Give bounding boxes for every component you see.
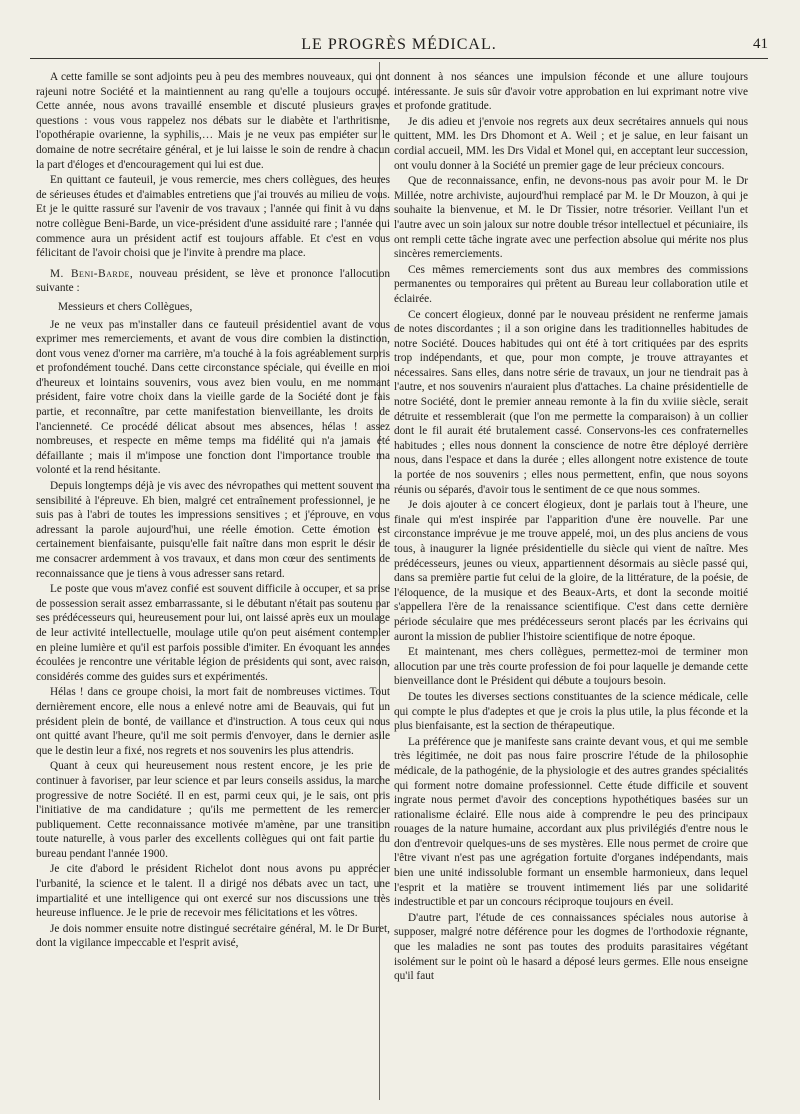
left-column	[36, 70, 390, 952]
speaker-intro: nouveau président, se lève et prononce l'allocution suivante :	[36, 267, 390, 295]
paragraph: Ces mêmes remerciements sont dus aux membres des commissions permanentes ou temporaires qui prêtent au Bureau leur collaboration utile et éclairée.	[394, 263, 748, 305]
paragraph: En quittant ce fauteuil, je vous remercie, mes chers collègues, des heures de sérieuses études et d'aimables entretiens que j'ai trouvés au milieu de vous. Et je le quitte rassuré sur l'avenir de vos travaux ; l'année qui finit à vu dans notre collègue Beni-Barde, un vice-président d'une assiduité rare ; l'année qui commence aura un président actif est toujours affable. Et c'est en vous félicitant de l'avoir choisi que je l'invite à prendre ma place.	[36, 174, 390, 260]
paragraph: Depuis longtemps déjà je vis avec des névropathes qui mettent souvent ma sensibilité à l'épreuve. Eh bien, malgré cet entraînement professionnel, je ne suis pas à l'abri de toutes les impressions sensitives ; et j'éprouve, en vous adressant la parole aujourd'hui, une réelle émotion. Cette émotion est certainement bienfaisante, puisqu'elle fait naître dans mon esprit le désir de me consacrer ardemment à vos travaux, et dans mon cœur des sentiments de reconnaissance que je tiens à vous adresser sans retard.	[36, 480, 390, 580]
right-column	[394, 70, 748, 985]
paragraph: Hélas ! dans ce groupe choisi, la mort fait de nombreuses victimes. Tout dernièrement encore, elle nous a enlevé notre ami de Beauvais, qui fut un président plein de bonté, de vaillance et d'instruction. A tous ceux qui nous ont quitté avant l'heure, qu'il me soit permis d'envoyer, dans le dernier asile que le destin leur a fixé, nos regrets et nos souvenirs les plus attendris.	[36, 686, 390, 757]
speaker-name: M. Beni-Barde	[50, 267, 130, 280]
page-number: 41	[753, 36, 768, 52]
paragraph: donnent à nos séances une impulsion féconde et une allure toujours intéressante. Je suis sûr d'avoir votre approbation en lui exprimant notre vive et profonde gratitude.	[394, 71, 748, 113]
salutation: Messieurs et chers Collègues,	[58, 300, 193, 313]
paragraph: La préférence que je manifeste sans crainte devant vous, et qui me semble très légitimée, ne doit pas nous faire proscrire l'étude de la philosophie médicale, de la pathogénie, de la physiologie et des autres grandes spécialités qui forment notre domaine professionnel. Cette étude difficile et souvent ingrate nous permet d'avoir des conceptions hypothétiques basées sur un rationalisme éclairé. Elle nous aide à comprendre le peu des principaux rouages de la nature humaine, accordant aux plus privilégiés d'entre nous le don d'entrevoir quelques-uns de ses mystères. Elle nous permet de croire que l'être vivant n'est pas une agrégation fortuite d'organes indépendants, mais bien une unité indissoluble formant un ensemble harmonieux, dans lequel l'esprit et la matière se trouvent intimement liés par une solidarité indestructible et par un concours réciproque toujours en éveil.	[394, 735, 748, 909]
paragraph: A cette famille se sont adjoints peu à peu des membres nouveaux, qui ont rajeuni notre Société et la maintiennent au rang qu'elle a toujours occupé. Cette année, nous avons travaillé ensemble et discuté plusieurs graves questions : vous vous rappelez nos débats sur le diabète et l'arthritisme, l'opothérapie ovarienne, la syphilis,… Mais je ne veux pas empiéter sur le domaine de notre secrétaire général, et je lui laisse le soin de rendre à chacun la part d'éloges et d'encouragement qui lui est due.	[36, 71, 390, 171]
paragraph: Et maintenant, mes chers collègues, permettez-moi de terminer mon allocution par une très courte profession de foi pour laquelle je demande cette bienveillance dont le Président qui débute a toujours besoin.	[394, 646, 748, 688]
paragraph: D'autre part, l'étude de ces connaissances spéciales nous autorise à supposer, malgré notre déférence pour les dogmes de l'orthodoxie régnante, que les maladies ne sont pas toutes des produits parasitaires végétant isolément sur le point où le hasard a déposé leurs germes. Elle nous enseigne qu'il faut	[394, 911, 748, 983]
paragraph: Je dois ajouter à ce concert élogieux, dont je parlais tout à l'heure, une finale qui m'est inspirée par l'apparition d'une ère nouvelle. Par une circonstance imprévue je me trouve appelé, moi, un des plus anciens de vous tous, à inaugurer la lignée présidentielle du siècle qui vient de naître. Mes prédécesseurs, jeunes ou vieux, appartiennent désormais au siècle passé qui, dans sa première partie fut celui de la gloire, de la littérature, de la poésie, de l'éloquence, de la musique et des Beaux-Arts, et dont la seconde moitié s'appellera l'ère de la renaissance scientifique. C'est dans cette dernière période séculaire que mes prédécesseurs seront placés par les écrivains qui auront la mission de publier l'histoire scientifique de notre époque.	[394, 499, 748, 643]
paragraph: Que de reconnaissance, enfin, ne devons-nous pas avoir pour M. le Dr Millée, notre archiviste, aujourd'hui remplacé par M. le Dr Mouzon, à qui je souhaite la bienvenue, et M. le Dr Tissier, notre trésorier. Veillant l'un et l'autre avec un soin jaloux sur notre double trésor intellectuel et pécuniaire, ils ont rempli cette tâche ingrate avec une perfection absolue qui mérite nos plus sincères remerciements.	[394, 175, 748, 261]
paragraph: Le poste que vous m'avez confié est souvent difficile à occuper, et sa prise de possession serait assez embarrassante, si le débutant n'était pas soutenu par ses prédécesseurs qui, heureusement pour lui, ont laissé après eux un moulage de leur activité intellectuelle, moulage utile qu'on peut aisément contempler en pleine lumière et qu'il est parfois possible d'imiter. En évoquant les années écoulées je rencontre une véritable légion de présidents qui sont, avec raison, considérés comme des guides surs et expérimentés.	[36, 583, 390, 683]
paragraph: Je ne veux pas m'installer dans ce fauteuil présidentiel avant de vous exprimer mes remerciements, et avant de vous dire combien la distinction, dont vous venez d'orner ma carrière, m'a touché à la fois agréablement surpris et profondément touché. Dans cette circonstance spéciale, qui éveille en moi d'heureux et lointains souvenirs, vous avez bien voulu, en me nommant président, faire votre choix dans la vieille garde de la Société dont je fais partie, et reconnaître, par cette manifestation bienveillante, les droits de l'ancienneté. Ce procédé délicat absout mes absences, hélas ! assez nombreuses, et respecte en même temps ma fidélité qui n'a jamais été défaillante ; mais il m'impose une fonction dont l'importance trouble ma volonté et la rend hésitante.	[36, 318, 390, 477]
journal-title: LE PROGRÈS MÉDICAL.	[301, 36, 497, 53]
paragraph: Je dis adieu et j'envoie nos regrets aux deux secrétaires annuels qui nous quittent, MM. les Drs Dhomont et A. Weil ; et je salue, en leur faisant un cordial accueil, MM. les Drs Vidal et Monel qui, en acceptant leur succession, ont voulu donner à la Société un premier gage de leur précieux concours.	[394, 115, 748, 172]
running-header	[30, 32, 768, 59]
speaker-paragraph: M. Beni-Barde, nouveau président, se lève et prononce l'allocution suivante :	[36, 267, 390, 295]
paragraph: Je cite d'abord le président Richelot dont nous avons pu apprécier l'urbanité, la science et le talent. Il a dirigé nos débats avec un tact, une impartialité et une intelligence qui ont exercé sur nos discussions une très heureuse influence. Je le prie de recevoir mes félicitations et les vôtres.	[36, 863, 390, 920]
paragraph: Ce concert élogieux, donné par le nouveau président ne renferme jamais de notes discordantes ; il a son origine dans les traditionnelles habitudes de notre Société. Douces habitudes qui ont été à tort critiquées par des esprits trop indépendants, et que, pour mon compte, je trouve attrayantes et nécessaires. Sans elles, dans notre série de travaux, un jour ne tiendrait pas à l'autre, et nos souvenirs n'auraient plus d'attaches. La chaine présidentielle de notre Société, dont le premier anneau remonte à la fin du xviiie siècle, serait détruite et ressemblerait (que l'on me permette la comparaison) à un collier dont le fil aurait été brutalement cassé. Conservons-les ces confraternelles habitudes ; elles nous donnent la conscience de notre être déployé derrière nous, dans l'espace et dans la durée ; elles allongent notre existence de toute la portée de nos souvenirs ; elles nous permettent, enfin, que nous soyons réunis ou séparés, d'avoir tous le sentiment de ce que nous sommes.	[394, 308, 748, 496]
paragraph: Quant à ceux qui heureusement nous restent encore, je les prie de continuer à favoriser, par leur science et par leurs conseils assidus, la marche progressive de notre Société. Il en est, parmi ceux qui, je le sais, ont pris l'initiative de ma candidature ; qu'ils me permettent de les remercier publiquement. Cette reconnaissance motivée m'amène, par une transition toute naturelle, à vous parler des excellents collègues qui ont fait partie du bureau pendant l'année 1900.	[36, 760, 390, 860]
paragraph: De toutes les diverses sections constituantes de la science médicale, celle qui compte le plus d'adeptes et que je crois la plus utile, la plus féconde et la plus bienfaisante, est la section de thérapeutique.	[394, 690, 748, 733]
paragraph: Je dois nommer ensuite notre distingué secrétaire général, M. le Dr Buret, dont la vigilance impeccable et l'esprit avisé,	[36, 922, 390, 950]
